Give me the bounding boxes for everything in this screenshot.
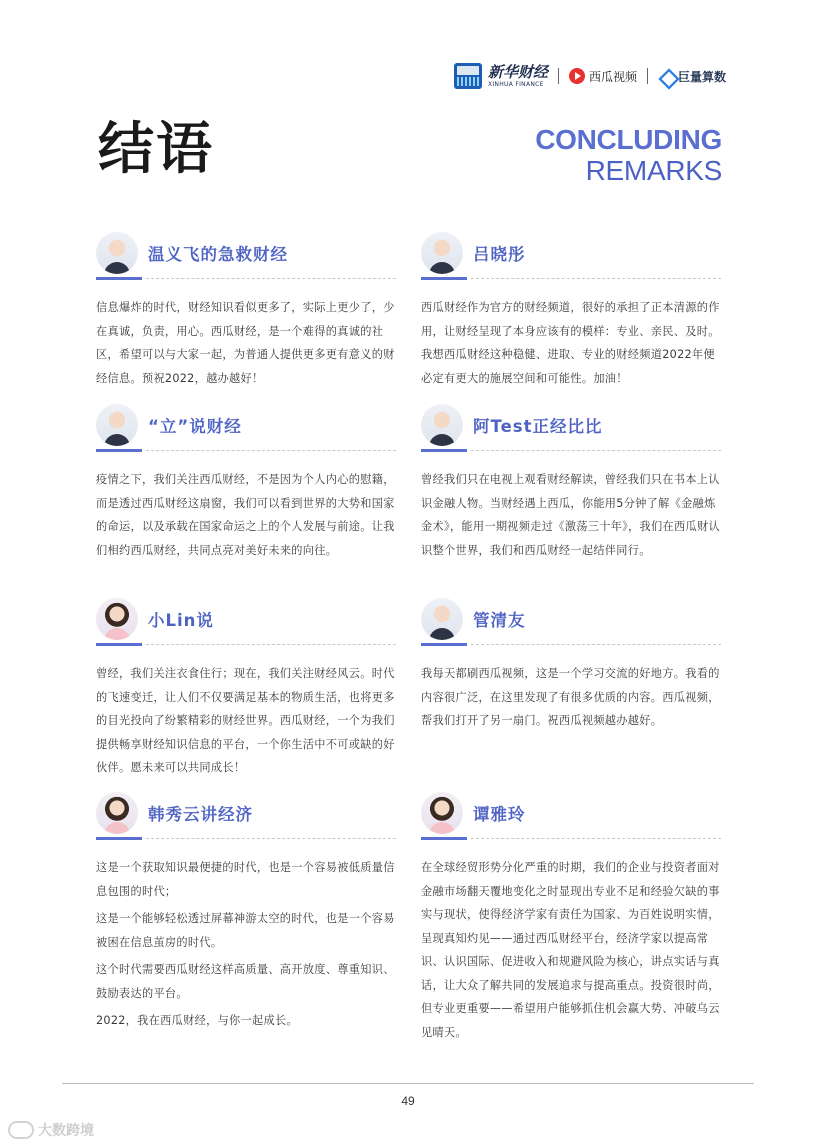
divider: [96, 643, 396, 646]
divider: [96, 837, 396, 840]
watermark-text: 大数跨境: [38, 1123, 94, 1139]
author-name: “立”说财经: [148, 417, 242, 436]
footer-divider: [62, 1083, 754, 1084]
juliang-logo-text: 巨量算数: [677, 69, 726, 84]
xigua-play-icon: [569, 68, 585, 84]
logo-divider: [647, 68, 648, 84]
page-title-english: [535, 125, 722, 187]
remark-paragraph: 我每天都刷西瓜视频，这是一个学习交流的好地方。我看的内容很广泛，在这里发现了有很多优质的内容。西瓜视频，帮我们打开了另一扇门。祝西瓜视频越办越好。: [421, 667, 720, 727]
author-name: 谭雅玲: [473, 805, 526, 824]
remark-text: [96, 468, 396, 562]
divider: [421, 449, 721, 452]
remark-text: [96, 296, 396, 390]
divider: [421, 277, 721, 280]
remark-paragraph: 疫情之下，我们关注西瓜财经，不是因为个人内心的慰籍，而是透过西瓜财经这扇窗，我们可以看到世界的大势和国家的命运，以及承载在国家命运之上的个人发展与前途。让我们相约西瓜财经，共同点亮对美好未来的向往。: [96, 473, 395, 557]
author-name: 韩秀云讲经济: [148, 805, 253, 824]
divider: [421, 643, 721, 646]
juliang-diamond-icon: [658, 68, 674, 84]
xigua-logo-text: 西瓜视频: [588, 69, 637, 84]
author-name: 管清友: [473, 611, 526, 630]
juliang-logo: [658, 68, 726, 85]
remark-paragraph: 西瓜财经作为官方的财经频道，很好的承担了正本清源的作用，让财经呈现了本身应该有的模样：专业、亲民、及时。我想西瓜财经这种稳健、进取、专业的财经频道2022年便必定有更大的施展空间和可能性。加油！: [421, 301, 720, 385]
xinhua-logo-name: 新华财经: [487, 62, 548, 81]
xigua-video-logo: [569, 68, 637, 85]
author-name: 阿Test正经比比: [473, 417, 603, 436]
author-name: 吕晓彤: [473, 245, 526, 264]
remark-text: [421, 296, 721, 390]
author-name: 小Lin说: [148, 611, 214, 630]
remark-card: [421, 232, 721, 390]
divider: [96, 277, 396, 280]
remark-text: [421, 856, 721, 1044]
remark-text: [421, 662, 721, 733]
remark-card: [96, 598, 396, 780]
logo-divider: [558, 68, 559, 84]
avatar: [421, 232, 463, 274]
remark-text: [421, 468, 721, 562]
remark-card: [421, 792, 721, 1044]
remark-paragraph: 信息爆炸的时代，财经知识看似更多了，实际上更少了，少在真诚，负责，用心。西瓜财经，是一个难得的真诚的社区，希望可以与大家一起，为普通人提供更多更有意义的财经信息。预祝2022，越办越好！: [96, 301, 395, 385]
watermark: [8, 1120, 94, 1140]
remark-text: [96, 662, 396, 780]
avatar: [421, 404, 463, 446]
avatar: [96, 598, 138, 640]
divider: [96, 449, 396, 452]
remark-card: [96, 404, 396, 562]
remark-paragraph: 这个时代需要西瓜财经这样高质量、高开放度、尊重知识、鼓励表达的平台。: [96, 963, 395, 1000]
remark-text: [96, 856, 396, 1033]
remark-card: [421, 598, 721, 733]
remark-paragraph: 曾经我们只在电视上观看财经解读，曾经我们只在书本上认识金融人物。当财经遇上西瓜，你能用5分钟了解《金融炼金术》，能用一期视频走过《激荡三十年》，我们在西瓜财认识整个世界，我们和西瓜财经一起结伴同行。: [421, 473, 720, 557]
xinhua-logo-sub: XINHUA FINANCE: [487, 80, 544, 88]
divider: [421, 837, 721, 840]
xinhua-badge-icon: [454, 63, 482, 89]
title-en-line2: REMARKS: [585, 154, 722, 186]
avatar: [421, 598, 463, 640]
xinhua-finance-logo: [454, 63, 548, 89]
title-en-line1: CONCLUDING: [535, 124, 722, 155]
remark-paragraph: 这是一个能够轻松透过屏幕神游太空的时代，也是一个容易被困在信息茧房的时代。: [96, 912, 395, 949]
watermark-logo-icon: [8, 1121, 34, 1139]
avatar: [96, 792, 138, 834]
remark-card: [96, 232, 396, 390]
author-name: 温义飞的急救财经: [148, 245, 288, 264]
remark-card: [421, 404, 721, 562]
remark-paragraph: 曾经，我们关注衣食住行；现在，我们关注财经风云。时代的飞速变迁，让人们不仅要满足基本的物质生活，也将更多的目光投向了纷繁精彩的财经世界。西瓜财经，一个为我们提供畅享财经知识信息的平台，一个你生活中不可或缺的好伙伴。愿未来可以共同成长！: [96, 667, 395, 774]
avatar: [96, 404, 138, 446]
remark-paragraph: 2022，我在西瓜财经，与你一起成长。: [96, 1014, 298, 1027]
remark-paragraph: 这是一个获取知识最便捷的时代，也是一个容易被低质量信息包围的时代；: [96, 861, 395, 898]
avatar: [96, 232, 138, 274]
avatar: [421, 792, 463, 834]
page-title: 结语: [98, 117, 214, 182]
page-number: 49: [401, 1094, 415, 1108]
remark-paragraph: 在全球经贸形势分化严重的时期，我们的企业与投资者面对金融市场翻天覆地变化之时显现出专业不足和经验欠缺的事实与现状，使得经济学家有责任为国家、为百姓说明实情，呈现真知灼见——通过西瓜财经平台，经济学家以提高常识、认识国际、促进收入和规避风险为核心，讲点实话与真话，让大众了解共同的发展追求与提高重点。投资很时尚，但专业更重要——希望用户能够抓住机会赢大势、冲破乌云见晴天。: [421, 861, 720, 1039]
remark-card: [96, 792, 396, 1033]
header-logos: [454, 63, 726, 89]
